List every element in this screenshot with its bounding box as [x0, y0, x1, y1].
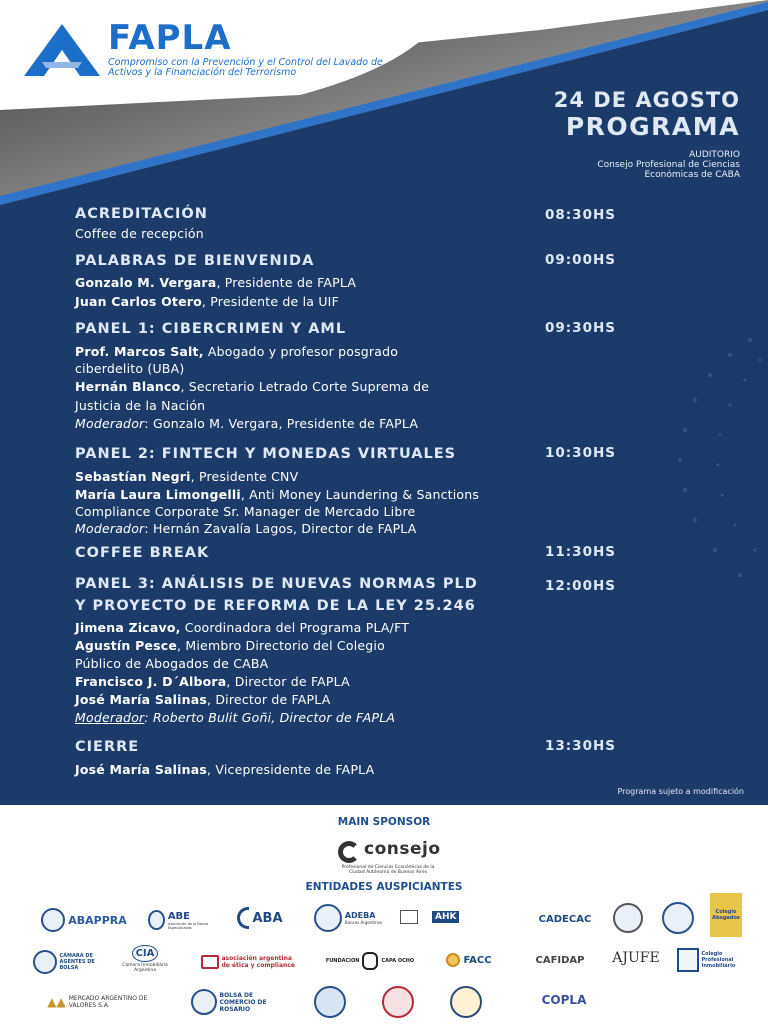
etica-name: asociación argentina de ética y compliance: [221, 955, 295, 969]
section-time: 09:30HS: [545, 320, 616, 336]
seal-c-icon: [314, 986, 346, 1018]
shield-icon: [677, 948, 699, 972]
cadecac-logo: [532, 905, 598, 933]
camara-name: CÁMARA DE AGENTES DE BOLSA: [59, 953, 95, 971]
cdr-mark-icon: [400, 910, 418, 924]
camara-seal-icon: [33, 950, 57, 974]
abappra-seal-icon: [41, 908, 65, 932]
camara-agentes-logo: [32, 947, 104, 977]
facc-logo: [438, 949, 500, 971]
venue-line: Económicas de CABA: [644, 170, 740, 180]
facc-sun-icon: [446, 953, 460, 967]
aba-arc-icon: [237, 907, 249, 929]
agenda-line: [75, 487, 479, 502]
speaker-role: Abogado y profesor posgrado: [203, 344, 399, 359]
mav-logo: [38, 991, 158, 1013]
fundacion-label: FUNDACION: [325, 958, 360, 964]
bcr-seal-icon: [191, 989, 217, 1015]
etica-compliance-logo: [200, 949, 300, 975]
agenda-line: [75, 692, 330, 707]
disclaimer: Programa sujeto a modificación: [617, 787, 744, 796]
copla-name: COPLA: [541, 993, 587, 1007]
moderator-label: Moderador: [75, 416, 145, 431]
section-title: Y PROYECTO DE REFORMA DE LA LEY 25.246: [75, 598, 476, 614]
section-time: 08:30HS: [545, 207, 616, 223]
seal-logo-e: [446, 985, 486, 1019]
entities-heading: ENTIDADES AUSPICIANTES: [305, 881, 463, 893]
agenda-line: [75, 638, 385, 653]
cafidap-logo: [520, 947, 600, 973]
abe-text: [168, 911, 220, 930]
capa-ocho-logo: [314, 951, 426, 971]
speaker-name: José María Salinas: [75, 762, 207, 777]
agenda-line: [75, 344, 398, 359]
section-time: 13:30HS: [545, 738, 616, 754]
speaker-name: Prof. Marcos Salt,: [75, 344, 204, 359]
speaker-name: Gonzalo M. Vergara: [75, 275, 217, 290]
speaker-name: Juan Carlos Otero: [75, 294, 202, 309]
moderator-label: Moderador: [75, 710, 145, 725]
section-time: 12:00HS: [545, 578, 616, 594]
mav-mark-icon: ▲▲: [47, 995, 66, 1009]
speaker-role: , Presidente CNV: [190, 469, 299, 484]
mav-name: MERCADO ARGENTINO DE VALORES S.A.: [68, 995, 148, 1009]
ajufe-logo: [606, 947, 666, 969]
copla-logo: [524, 985, 604, 1015]
agenda-line: ciberdelito (UBA): [75, 361, 185, 376]
decorative-dots: [600, 300, 768, 630]
section-time: 11:30HS: [545, 544, 616, 560]
speaker-role: , Vicepresidente de FAPLA: [207, 762, 375, 777]
agenda-line: Coffee de recepción: [75, 226, 204, 241]
adeba-seal-icon: [314, 904, 342, 932]
speaker-name: Francisco J. D´Albora: [75, 674, 227, 689]
agenda-line: [75, 620, 409, 635]
section-title: CIERRE: [75, 739, 140, 755]
seal-a-icon: [613, 903, 643, 933]
section-title: PANEL 1: CIBERCRIMEN Y AML: [75, 321, 347, 337]
cia-logo: [122, 939, 168, 979]
cia-name: CIA: [132, 945, 159, 962]
event-date: 24 DE AGOSTO: [553, 88, 740, 112]
agenda-line: [75, 762, 374, 777]
facc-name: FACC: [463, 954, 492, 966]
speaker-role: , Miembro Directorio del Colegio: [177, 638, 385, 653]
moderator-text: : Roberto Bulit Goñi, Director de FAPLA: [144, 710, 396, 725]
speaker-name: José María Salinas: [75, 692, 207, 707]
agenda-line: [75, 275, 356, 290]
ajufe-name: AJUFE: [612, 950, 660, 966]
brand-tagline: Compromiso con la Prevención y el Control del Lavado de Activos y la Financiación del Terrorismo: [108, 57, 383, 78]
section-time: 10:30HS: [545, 445, 616, 461]
agenda-line: [75, 674, 350, 689]
abe-name: ABE: [167, 910, 191, 922]
abappra-name: ABAPPRA: [68, 913, 127, 927]
agenda-line: Compliance Corporate Sr. Manager de Mercado Libre: [75, 504, 416, 519]
speaker-name: Jimena Zicavo,: [75, 620, 181, 635]
colegio-inmobiliario-name: Colegio Profesional Inmobiliario: [701, 951, 736, 969]
cafidap-name: CAFIDAP: [535, 954, 585, 966]
agenda-line: [75, 416, 418, 431]
colegio-abogados-name: Colegio Abogados: [712, 909, 740, 921]
agenda-line: Público de Abogados de CABA: [75, 656, 269, 671]
seal-logo-a: [610, 902, 646, 934]
agenda-line: Justicia de la Nación: [75, 398, 206, 413]
bcr-name: BOLSA DE COMERCIO DE ROSARIO: [219, 991, 267, 1013]
sponsors-section: [0, 805, 768, 1024]
section-time: 09:00HS: [545, 252, 616, 268]
ahk-name: AHK: [432, 911, 459, 923]
speaker-role: , Presidente de FAPLA: [216, 275, 357, 290]
speaker-name: María Laura Limongelli: [75, 487, 241, 502]
seal-e-icon: [450, 986, 482, 1018]
consejo-name: consejo: [364, 839, 441, 859]
section-title: PALABRAS DE BIENVENIDA: [75, 253, 315, 269]
abappra-logo: [34, 906, 134, 934]
moderator-text: : Gonzalo M. Vergara, Presidente de FAPLA: [144, 416, 419, 431]
aba-name: ABA: [252, 910, 283, 926]
program-title: PROGRAMA: [565, 112, 740, 141]
colegio-abogados-logo: [710, 893, 742, 937]
adeba-subtitle: Bancos Argentinos: [344, 920, 383, 925]
scales-icon: [201, 955, 219, 969]
moderator-label: Moderador: [75, 521, 145, 536]
main-sponsor-heading: MAIN SPONSOR: [337, 816, 431, 828]
main-sponsor-logo: [336, 838, 441, 876]
abe-seal-icon: [148, 910, 165, 930]
seal-b-icon: [662, 902, 694, 934]
venue-line: Consejo Profesional de Ciencias: [597, 160, 740, 170]
brand-name: FAPLA: [108, 18, 232, 58]
abe-logo: [148, 906, 220, 934]
cadecac-name: CADECAC: [538, 913, 592, 925]
aba-logo: [230, 902, 290, 934]
capa-ocho-name: CAPA OCHO: [381, 958, 415, 964]
moderator-text: : Hernán Zavalía Lagos, Director de FAPLA: [144, 521, 417, 536]
abe-subtitle: Asociación de la Banca Especializada: [167, 921, 209, 930]
speaker-name: Sebastían Negri: [75, 469, 191, 484]
cdr-logo: [398, 907, 420, 927]
agenda-line: [75, 469, 298, 484]
agenda-line: [75, 379, 429, 394]
seal-d-icon: [382, 986, 414, 1018]
consejo-subtitle: Profesional de Ciencias Económicas de la Ciudad Autónoma de Buenos Aires: [341, 865, 435, 875]
section-title: ACREDITACIÓN: [75, 206, 208, 222]
speaker-role: Coordinadora del Programa PLA/FT: [180, 620, 410, 635]
adeba-name: ADEBA: [344, 911, 376, 920]
seal-logo-c: [310, 985, 350, 1019]
section-title: PANEL 2: FINTECH Y MONEDAS VIRTUALES: [75, 446, 457, 462]
agenda-line: [75, 710, 395, 725]
capa-ocho-icon: [362, 952, 378, 970]
consejo-icon: [338, 841, 360, 863]
seal-logo-d: [378, 985, 418, 1019]
agenda-line: [75, 521, 417, 536]
cia-subtitle: Cámara Inmobiliaria Argentina: [122, 963, 168, 973]
section-title: COFFEE BREAK: [75, 545, 210, 561]
ahk-logo: [432, 907, 522, 927]
section-title: PANEL 3: ANÁLISIS DE NUEVAS NORMAS PLD: [75, 576, 478, 592]
speaker-role: , Director de FAPLA: [226, 674, 350, 689]
bcr-logo: [188, 987, 284, 1017]
speaker-role: , Secretario Letrado Corte Suprema de: [180, 379, 430, 394]
speaker-role: , Director de FAPLA: [207, 692, 331, 707]
speaker-role: , Anti Money Laundering & Sanctions: [240, 487, 480, 502]
speaker-role: , Presidente de la UIF: [201, 294, 339, 309]
colegio-inmobiliario-logo: [676, 945, 744, 975]
adeba-logo: [302, 903, 394, 933]
agenda-line: [75, 294, 339, 309]
speaker-name: Hernán Blanco: [75, 379, 181, 394]
venue-line: AUDITORIO: [689, 150, 740, 160]
seal-logo-b: [658, 901, 698, 935]
speaker-name: Agustín Pesce: [75, 638, 178, 653]
adeba-text: [345, 911, 382, 925]
